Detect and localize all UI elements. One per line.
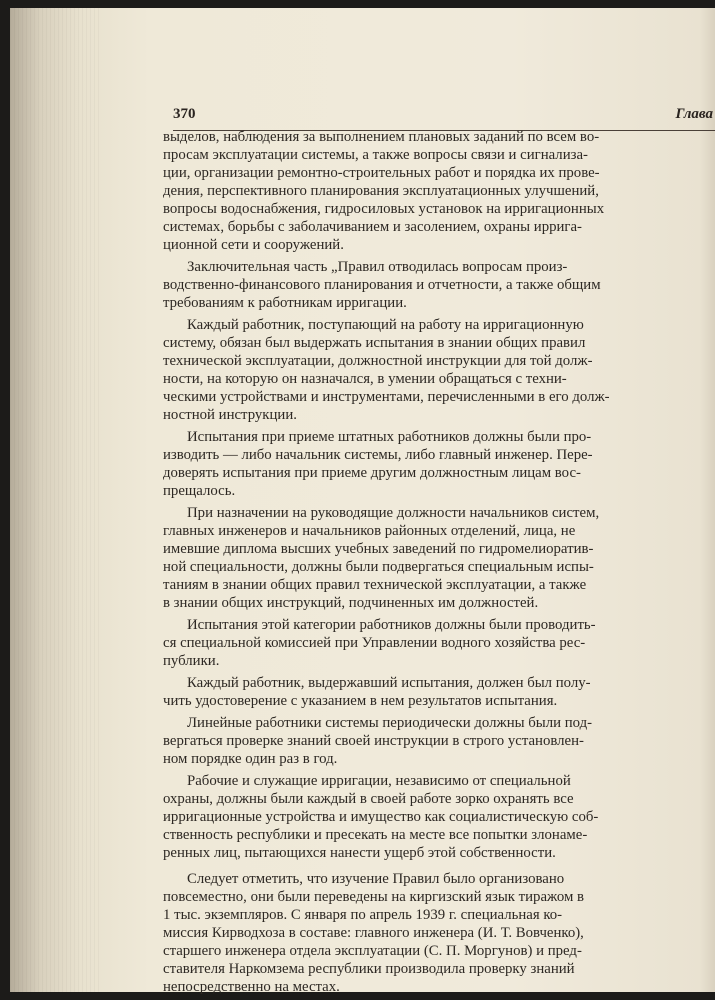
paragraph xyxy=(163,870,708,996)
body-text xyxy=(163,128,708,1000)
text-line: ирригационные устройства и имущество как социалистическую соб- xyxy=(163,809,599,825)
text-line: ческими устройствами и инструментами, перечисленными в его долж- xyxy=(163,389,610,405)
text-line: доверять испытания при приеме другим должностным лицам вос- xyxy=(163,465,581,481)
paragraph xyxy=(163,714,708,768)
text-line: ции, организации ремонтно-строительных работ и порядка их прове- xyxy=(163,165,600,181)
text-line: вопросы водоснабжения, гидросиловых установок на ирригационных xyxy=(163,201,605,217)
text-line: чить удостоверение с указанием в нем результатов испытания. xyxy=(163,693,558,709)
text-line: ся специальной комиссией при Управлении водного хозяйства рес- xyxy=(163,635,586,651)
text-line: выделов, наблюдения за выполнением плановых заданий по всем во- xyxy=(163,129,600,145)
paragraph xyxy=(163,128,708,254)
text-line: водственно-финансового планирования и отчетности, а также общим xyxy=(163,277,601,293)
text-line: Испытания этой категории работников должны были проводить- xyxy=(187,617,596,633)
text-line: старшего инженера отдела эксплуатации (С. П. Моргунов) и пред- xyxy=(163,943,582,959)
paragraph xyxy=(163,504,708,612)
text-line: имевшие диплома высших учебных заведений по гидромелиоратив- xyxy=(163,541,594,557)
text-line: Рабочие и служащие ирригации, независимо от специальной xyxy=(187,773,571,789)
text-line: главных инженеров и начальников районных отделений, лица, не xyxy=(163,523,576,539)
text-line: ставителя Наркомзема республики производила проверку знаний xyxy=(163,961,575,977)
text-line: дения, перспективного планирования эксплуатационных улучшений, xyxy=(163,183,599,199)
text-line: вергаться проверке знаний своей инструкции в строго установлен- xyxy=(163,733,584,749)
page-stack-edge xyxy=(10,8,102,992)
text-line: системах, борьбы с заболачиванием и засолением, охраны ирригa- xyxy=(163,219,582,235)
text-line: ционной сети и сооружений. xyxy=(163,237,344,253)
text-line: Заключительная часть „Правил отводилась вопросам произ- xyxy=(187,259,568,275)
text-line: ственность республики и пресекать на месте все попытки злонаме- xyxy=(163,827,588,843)
text-line: охраны, должны были каждый в своей работе зорко охранять все xyxy=(163,791,574,807)
text-line: Линейные работники системы периодически должны были под- xyxy=(187,715,593,731)
paragraph xyxy=(163,316,708,424)
text-line: миссия Кирводхоза в составе: главного инженера (И. Т. Вовченко), xyxy=(163,925,584,941)
text-line: Каждый работник, поступающий на работу на ирригационную xyxy=(187,317,584,333)
paragraph xyxy=(163,258,708,312)
text-line: ренных лиц, пытающихся нанести ущерб этой собственности. xyxy=(163,845,556,861)
text-line: Испытания при приеме штатных работников должны были про- xyxy=(187,429,592,445)
text-line: таниям в знании общих правил технической эксплуатации, а также xyxy=(163,577,587,593)
text-line: публики. xyxy=(163,653,220,669)
text-line: Каждый работник, выдержавший испытания, должен был полу- xyxy=(187,675,591,691)
text-line: ности, на которую он назначался, в умении обращаться с техни- xyxy=(163,371,567,387)
page-header xyxy=(173,106,715,126)
text-line: требованиям к работникам ирригации. xyxy=(163,295,407,311)
paragraph xyxy=(163,674,708,710)
text-line: технической эксплуатации, должностной инструкции для той долж- xyxy=(163,353,593,369)
text-line: изводить — либо начальник системы, либо главный инженер. Пере- xyxy=(163,447,593,463)
paragraph xyxy=(163,428,708,500)
text-line: Следует отметить, что изучение Правил было организовано xyxy=(187,871,565,887)
text-line: систему, обязан был выдержать испытания в знании общих правил xyxy=(163,335,586,351)
running-head: Глава xyxy=(675,106,713,122)
text-line: повсеместно, они были переведены на киргизский язык тиражом в xyxy=(163,889,585,905)
page-number: 370 xyxy=(173,106,196,122)
text-line: просам эксплуатации системы, а также вопросы связи и сигнализа- xyxy=(163,147,588,163)
text-line: 1 тыс. экземпляров. С января по апрель 1939 г. специальная ко- xyxy=(163,907,563,923)
text-line: ном порядке один раз в год. xyxy=(163,751,338,767)
paragraph xyxy=(163,616,708,670)
paragraph xyxy=(163,772,708,862)
text-line: непосредственно на местах. xyxy=(163,979,340,995)
text-line: При назначении на руководящие должности начальников систем, xyxy=(187,505,600,521)
text-line: ностной инструкции. xyxy=(163,407,297,423)
text-line: прещалось. xyxy=(163,483,236,499)
text-line: ной специальности, должны были подвергаться специальным испы- xyxy=(163,559,594,575)
text-line: в знании общих инструкций, подчиненных им должностей. xyxy=(163,595,539,611)
